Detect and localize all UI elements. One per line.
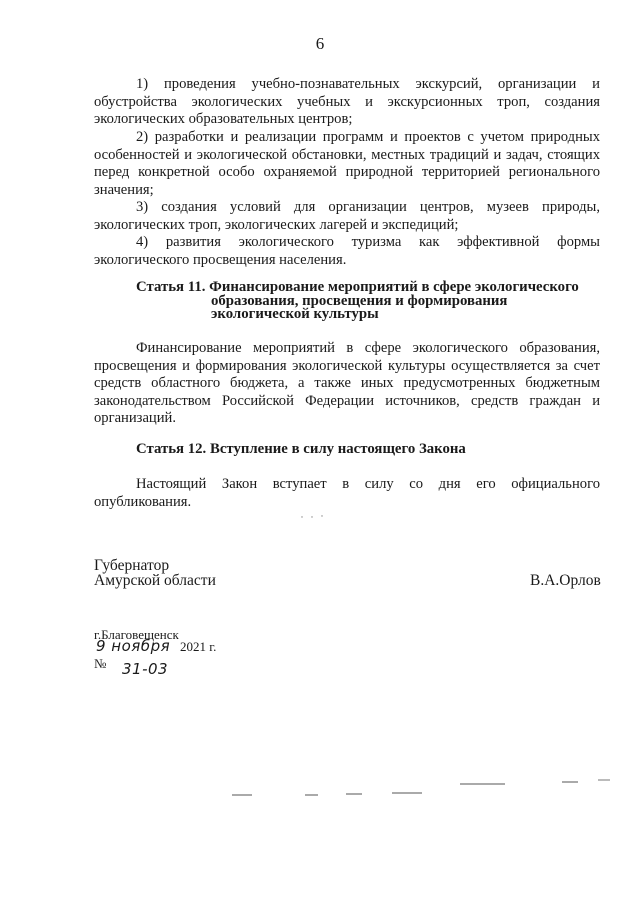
list-item-3: 3) создания условий для организации центров, музеев природы, экологических троп, экологических лагерей и экспедиций;	[94, 199, 600, 233]
scan-speck	[321, 515, 322, 516]
handwritten-date: 9 ноября	[96, 637, 171, 655]
signatory-name: В.А.Орлов	[530, 572, 601, 589]
article-11-title-line-2: образования, просвещения и формирования	[211, 293, 508, 309]
article-12-title: Статья 12. Вступление в силу настоящего Закона	[136, 441, 466, 457]
governor-title: Губернатор	[94, 557, 170, 574]
article-11-title-line-3: экологической культуры	[211, 306, 379, 322]
year-label: 2021 г.	[180, 639, 217, 654]
scan-speck	[311, 516, 312, 517]
list-item-4: 4) развития экологического туризма как эффективной формы экологического просвещения населения.	[94, 234, 600, 268]
number-sign: №	[94, 656, 107, 671]
handwritten-number: 31-03	[122, 660, 169, 678]
city-label: г.Благовещенск	[94, 627, 179, 642]
article-11-title-line-1: Статья 11. Финансирование мероприятий в сфере экологического	[136, 279, 579, 295]
region-name: Амурской области	[94, 572, 216, 589]
scan-speck	[301, 516, 302, 517]
page-number: 6	[315, 34, 325, 53]
list-item-1: 1) проведения учебно-познавательных экскурсий, организации и обустройства экологических учебных и экскурсионных троп, создания экологических образовательных центров;	[94, 76, 600, 127]
list-item-2: 2) разработки и реализации программ и проектов с учетом природных особенностей и экологической обстановки, местных традиций и задач, стоящих перед конкретной особо охраняемой природной территорией регионального значения;	[94, 129, 600, 198]
article-11-body: Финансирование мероприятий в сфере экологического образования, просвещения и формирования экологической культуры осуществляется за счет средств областного бюджета, а также иных предусмотренных бюджетным законодательством Российской Федерации источников, средств граждан и организаций.	[94, 340, 600, 426]
article-12-body: Настоящий Закон вступает в силу со дня его официального опубликования.	[94, 476, 600, 510]
